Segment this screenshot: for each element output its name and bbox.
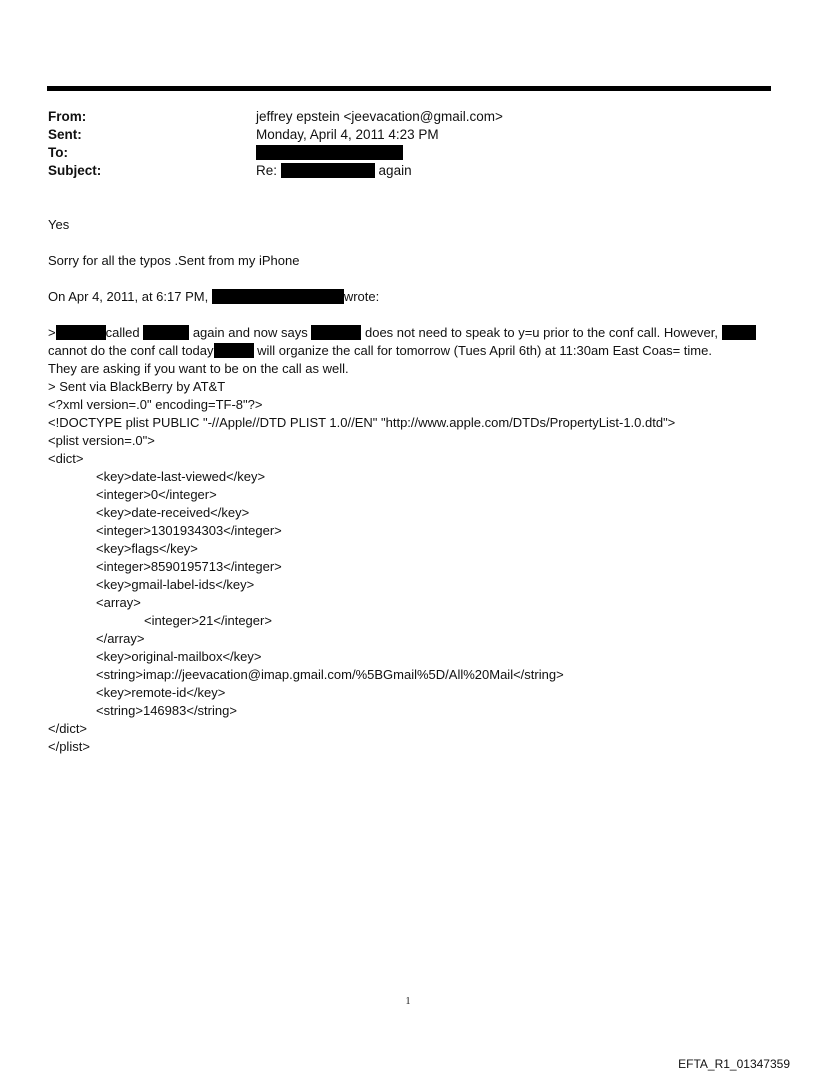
redaction-bar [281, 163, 375, 178]
quote-intro-start: On Apr 4, 2011, at 6:17 PM, [48, 289, 209, 304]
quote-text: will organize the call for tomorrow (Tues April 6th) at 11:30am East Coas= time. [257, 343, 712, 358]
redaction-bar [56, 325, 106, 340]
plist-line: <key>original-mailbox</key> [96, 649, 262, 664]
plist-line: <dict> [48, 451, 84, 466]
quote-text: called [105, 325, 140, 340]
quoted-line-1 [48, 324, 756, 342]
redaction-bar [214, 343, 254, 358]
document-id: EFTA_R1_01347359 [678, 1057, 790, 1071]
to-value [256, 144, 403, 162]
plist-line: <integer>0</integer> [96, 487, 217, 502]
plist-line: </array> [96, 631, 145, 646]
to-label: To: [48, 145, 68, 160]
subject-suffix: again [378, 163, 412, 178]
quoted-line-3: They are asking if you want to be on the call as well. [48, 361, 349, 376]
redaction-bar [256, 145, 403, 160]
plist-line: <key>date-received</key> [96, 505, 250, 520]
plist-line: <key>date-last-viewed</key> [96, 469, 266, 484]
from-label: From: [48, 109, 87, 124]
plist-line: <string>146983</string> [96, 703, 237, 718]
redaction-bar [143, 325, 189, 340]
subject-label: Subject: [48, 163, 102, 178]
header-rule [47, 86, 771, 91]
plist-line: <plist version=.0"> [48, 433, 155, 448]
plist-line: <key>flags</key> [96, 541, 198, 556]
quote-intro-end: wrote: [343, 289, 380, 304]
plist-line: <key>remote-id</key> [96, 685, 226, 700]
quoted-line-2 [48, 342, 712, 360]
quote-text: does not need to speak to y=u prior to the conf call. However, [364, 325, 719, 340]
redaction-bar [722, 325, 756, 340]
plist-line: </plist> [48, 739, 90, 754]
body-line-yes: Yes [48, 217, 70, 232]
subject-value [256, 162, 412, 180]
page-number: 1 [405, 996, 411, 1007]
plist-line: <array> [96, 595, 141, 610]
redaction-bar [212, 289, 344, 304]
from-value: jeffrey epstein <jeevacation@gmail.com> [256, 109, 503, 124]
sent-value: Monday, April 4, 2011 4:23 PM [256, 127, 439, 142]
plist-line: <integer>1301934303</integer> [96, 523, 282, 538]
quote-text: again and now says [192, 325, 308, 340]
quote-text: cannot do the conf call today [48, 343, 214, 358]
plist-line: <key>gmail-label-ids</key> [96, 577, 255, 592]
plist-line: <integer>21</integer> [144, 613, 272, 628]
quote-marker: > [48, 325, 56, 340]
plist-line: <string>imap://jeevacation@imap.gmail.com/%5BGmail%5D/All%20Mail</string> [96, 667, 564, 682]
quoted-line-4: > Sent via BlackBerry by AT&T [48, 379, 226, 394]
plist-line: <integer>8590195713</integer> [96, 559, 282, 574]
plist-line: <?xml version=.0" encoding=TF-8"?> [48, 397, 263, 412]
body-line-typos: Sorry for all the typos .Sent from my iPhone [48, 253, 300, 268]
subject-prefix: Re: [256, 163, 278, 178]
plist-line: </dict> [48, 721, 88, 736]
sent-label: Sent: [48, 127, 82, 142]
quote-intro [48, 288, 379, 306]
redaction-bar [311, 325, 361, 340]
plist-line: <!DOCTYPE plist PUBLIC "-//Apple//DTD PLIST 1.0//EN" "http://www.apple.com/DTDs/PropertyList-1.0.dtd"> [48, 415, 676, 430]
